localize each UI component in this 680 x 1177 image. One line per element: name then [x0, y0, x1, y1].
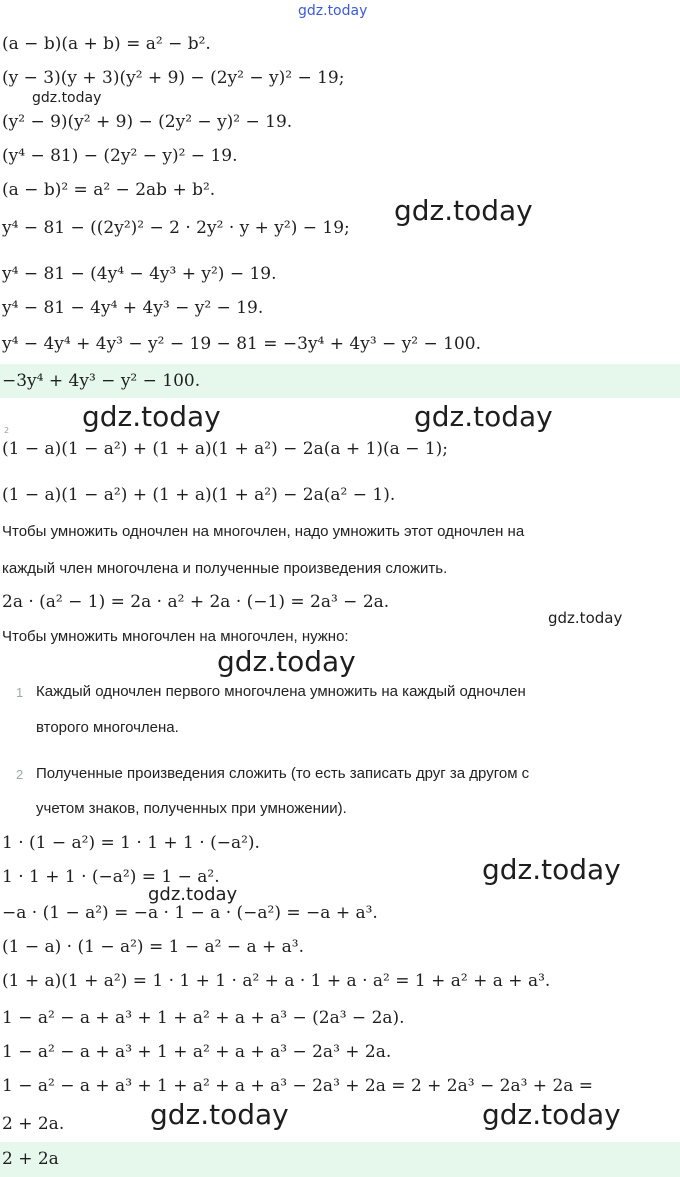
watermark-large: gdz.today [482, 1098, 621, 1131]
math-line-21: 2 + 2a. [2, 1114, 65, 1134]
rule-text: Чтобы умножить многочлен на многочлен, нужно: [2, 628, 349, 645]
watermark-small: gdz.today [548, 609, 623, 627]
math-line-5: (a − b)² = a² − 2ab + b². [2, 180, 216, 200]
watermark-large: gdz.today [217, 645, 356, 678]
watermark-large: gdz.today [482, 853, 621, 886]
watermark-medium: gdz.today [148, 884, 238, 905]
task-number: 2 [4, 426, 10, 435]
math-line-7: y⁴ − 81 − (4y⁴ − 4y³ + y²) − 19. [2, 264, 277, 284]
math-line-15: −a · (1 − a²) = −a · 1 − a · (−a²) = −a + a³. [2, 903, 378, 923]
math-line-18: 1 − a² − a + a³ + 1 + a² + a + a³ − (2a³ − 2a). [2, 1008, 405, 1028]
list-item-text: Полученные произведения сложить (то есть записать друг за другом с [36, 765, 530, 782]
math-line-19: 1 − a² − a + a³ + 1 + a² + a + a³ − 2a³ + 2a. [2, 1042, 392, 1062]
math-line-20: 1 − a² − a + a³ + 1 + a² + a + a³ − 2a³ + 2a = 2 + 2a³ − 2a³ + 2a = [2, 1076, 594, 1096]
list-item-text: второго многочлена. [36, 719, 179, 736]
math-line-14: 1 · 1 + 1 · (−a²) = 1 − a². [2, 867, 220, 887]
watermark-large: gdz.today [82, 400, 221, 433]
answer-box-1 [0, 364, 680, 398]
math-line-11: (1 − a)(1 − a²) + (1 + a)(1 + a²) − 2a(a² − 1). [2, 485, 396, 505]
watermark-large: gdz.today [150, 1098, 289, 1131]
rule-text: каждый член многочлена и полученные произведения сложить. [2, 560, 448, 577]
math-line-16: (1 − a) · (1 − a²) = 1 − a² − a + a³. [2, 937, 305, 957]
watermark-small: gdz.today [32, 90, 102, 106]
math-line-2: (y − 3)(y + 3)(y² + 9) − (2y² − y)² − 19; [2, 68, 345, 88]
math-line-12: 2a · (a² − 1) = 2a · a² + 2a · (−1) = 2a³ − 2a. [2, 592, 390, 612]
math-line-13: 1 · (1 − a²) = 1 · 1 + 1 · (−a²). [2, 833, 260, 853]
math-line-9: y⁴ − 4y⁴ + 4y³ − y² − 19 − 81 = −3y⁴ + 4y³ − y² − 100. [2, 334, 482, 354]
rule-text: Чтобы умножить одночлен на многочлен, надо умножить этот одночлен на [2, 523, 525, 540]
list-item-text: учетом знаков, полученных при умножении). [36, 800, 347, 817]
math-line-4: (y⁴ − 81) − (2y² − y)² − 19. [2, 146, 238, 166]
watermark-large: gdz.today [414, 400, 553, 433]
answer-1: −3y⁴ + 4y³ − y² − 100. [2, 371, 201, 391]
watermark-large: gdz.today [394, 194, 533, 227]
list-number: 1 [16, 685, 24, 700]
math-line-1: (a − b)(a + b) = a² − b². [2, 34, 211, 54]
math-line-8: y⁴ − 81 − 4y⁴ + 4y³ − y² − 19. [2, 298, 264, 318]
list-number: 2 [16, 767, 24, 782]
math-line-3: (y² − 9)(y² + 9) − (2y² − y)² − 19. [2, 112, 293, 132]
answer-2: 2 + 2a [2, 1149, 59, 1169]
math-line-17: (1 + a)(1 + a²) = 1 · 1 + 1 · a² + a · 1 + a · a² = 1 + a² + a + a³. [2, 971, 551, 991]
math-line-6: y⁴ − 81 − ((2y²)² − 2 · 2y² · y + y²) − 19; [2, 218, 350, 238]
math-line-10: (1 − a)(1 − a²) + (1 + a)(1 + a²) − 2a(a + 1)(a − 1); [2, 439, 449, 459]
watermark-top: gdz.today [298, 3, 368, 19]
list-item-text: Каждый одночлен первого многочлена умножить на каждый одночлен [36, 683, 526, 700]
answer-box-2 [0, 1142, 680, 1177]
